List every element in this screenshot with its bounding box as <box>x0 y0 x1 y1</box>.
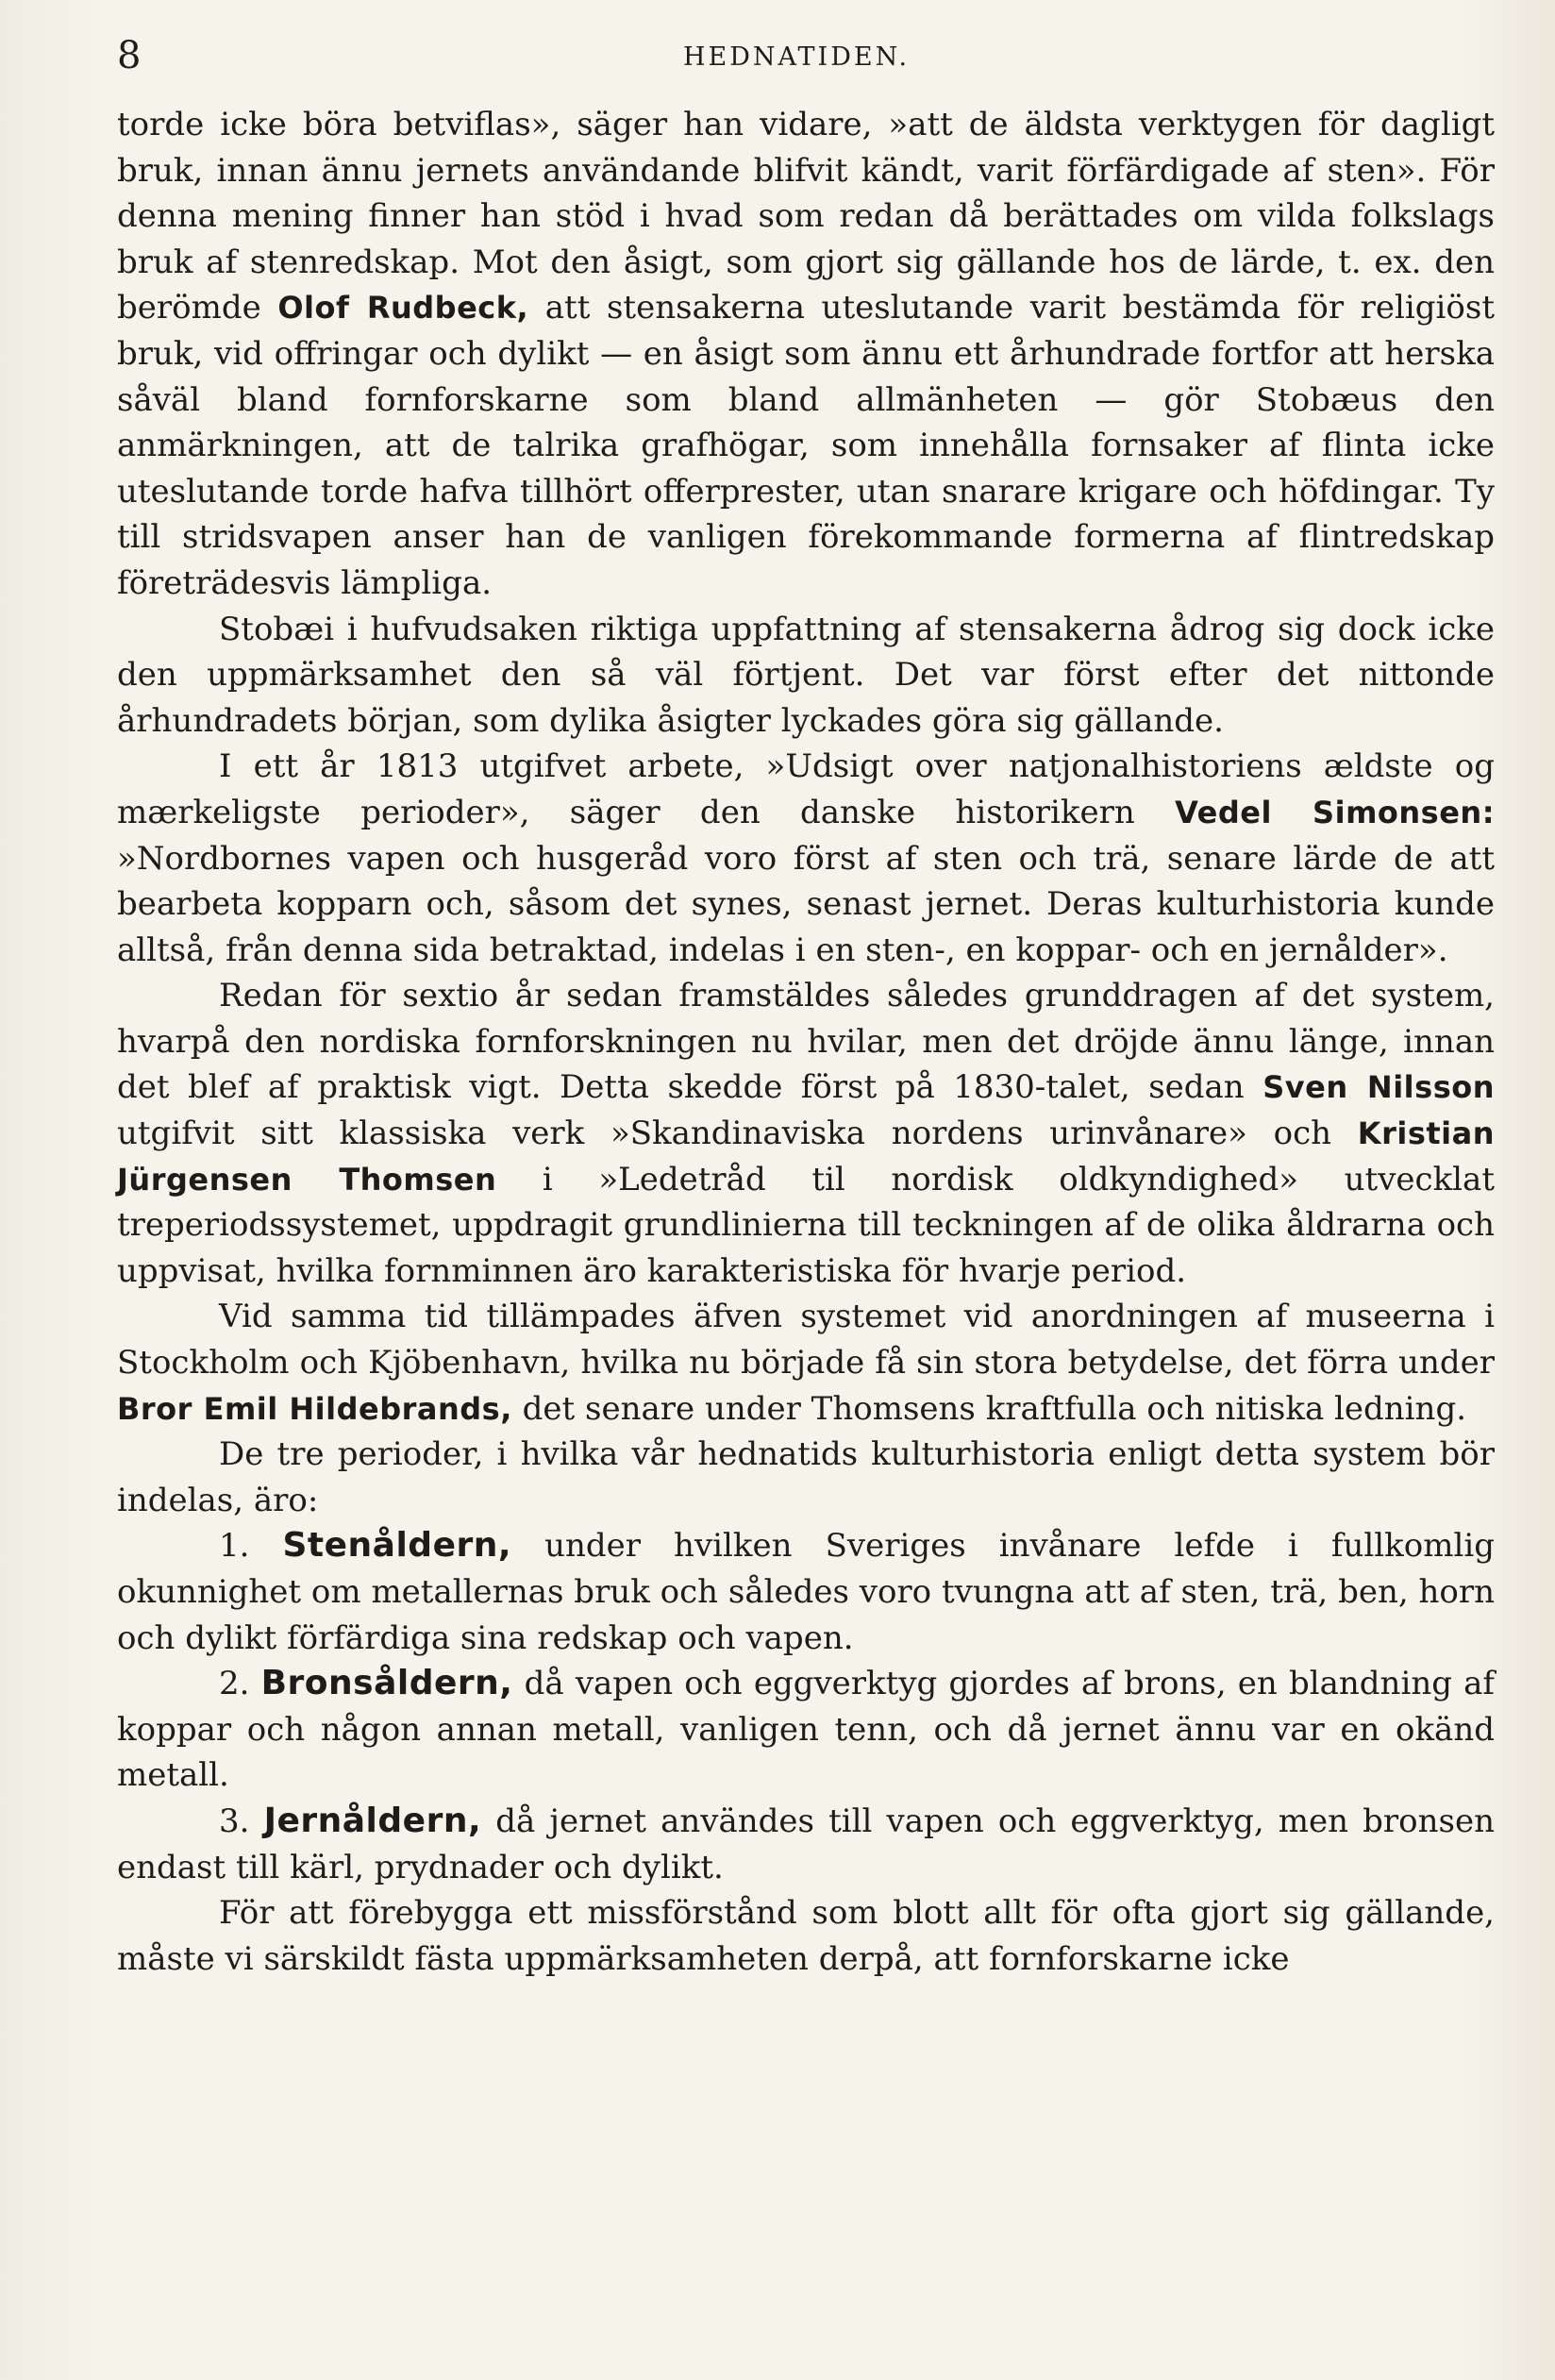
text-run: att stensakerna uteslutande varit bestämda för religiöst bruk, vid offringar och dylikt — en åsigt som ännu ett århundrade fortfor att herska såväl bland fornforskarne som bland allmänheten — gör Stobæus den anmärkningen, att de talrika grafhögar, som innehålla fornsaker af flinta icke uteslutande torde hafva tillhört offerprester, utan snarare krigare och höfdingar. Ty till stridsvapen anser han de vanligen förekommande formerna af flintredskap företrädesvis lämpliga. <box>117 289 1496 602</box>
period-name: Bronsåldern, <box>260 1664 513 1703</box>
running-title: HEDNATIDEN. <box>683 42 911 72</box>
page-header <box>117 32 1495 79</box>
body-text <box>117 102 1495 1982</box>
text-run: då jernet användes till vapen och eggverktyg, men bronsen endast till kärl, prydnader och dylikt. <box>117 1802 1496 1886</box>
text-run: Redan för sextio år sedan framstäldes således grunddragen af det system, hvarpå den nordiska fornforskningen nu hvilar, men det dröjde ännu länge, innan det blef af praktisk vigt. Detta skedde först på 1830-talet, sedan <box>117 977 1495 1107</box>
paragraph <box>117 1294 1495 1432</box>
paragraph <box>117 1799 1495 1890</box>
paragraph <box>117 607 1495 745</box>
paragraph <box>117 973 1495 1294</box>
text-run: då vapen och eggverktyg gjordes af brons, en blandning af koppar och någon annan metall, vanligen tenn, och då jernet ännu var en okänd metall. <box>117 1665 1495 1795</box>
person-name: Sven Nilsson <box>1262 1069 1496 1106</box>
text-run: För att förebygga ett missförstånd som blott allt för ofta gjort sig gällande, måste vi särskildt fästa uppmärksamheten derpå, att fornforskarne icke <box>117 1894 1495 1978</box>
text-run: De tre perioder, i hvilka vår hednatids kulturhistoria enligt detta system bör indelas, äro: <box>117 1435 1495 1519</box>
person-name: Bror Emil Hildebrands, <box>117 1390 512 1427</box>
text-run: under hvilken Sveriges invånare lefde i fullkomlig okunnighet om metallernas bruk och således voro tvungna att af sten, trä, ben, horn och dylikt förfärdiga sina redskap och vapen. <box>117 1527 1495 1657</box>
paragraph <box>117 1523 1495 1661</box>
text-run: »Nordbornes vapen och husgeråd voro först af sten och trä, senare lärde de att bearbeta kopparn och, såsom det synes, senast jernet. Deras kulturhistoria kunde alltså, från denna sida betraktad, indelas i en sten-, en koppar- och en jernålder». <box>117 839 1495 969</box>
paragraph <box>117 102 1495 607</box>
text-run: 2. <box>219 1665 261 1703</box>
text-run: 3. <box>219 1802 264 1840</box>
text-run: Vid samma tid tillämpades äfven systemet vid anordningen af museerna i Stockholm och Kjöbenhavn, hvilka nu började få sin stora betydelse, det förra under <box>117 1298 1495 1383</box>
text-run: utgifvit sitt klassiska verk »Skandinaviska nordens urinvånare» och <box>117 1115 1358 1153</box>
text-run: I ett år 1813 utgifvet arbete, »Udsigt over natjonalhistoriens ældste og mærkeligste perioder», säger den danske historikern <box>117 747 1495 831</box>
period-name: Stenåldern, <box>282 1526 512 1566</box>
person-name: Kristian Jürgensen Thomsen <box>117 1115 1495 1198</box>
person-name: Olof Rudbeck, <box>277 290 529 327</box>
paragraph <box>117 1661 1495 1799</box>
text-run: det senare under Thomsens kraftfulla och nitiska ledning. <box>511 1389 1467 1428</box>
text-run: Stobæi i hufvudsaken riktiga uppfattning af stensakerna ådrog sig dock icke den uppmärksamhet den så väl förtjent. Det var först efter det nittonde århundradets början, som dylika åsigter lyckades göra sig gällande. <box>117 610 1495 740</box>
paragraph <box>117 744 1495 973</box>
text-run: torde icke böra betviflas», säger han vidare, »att de äldsta verktygen för dagligt bruk, innan ännu jernets användande blifvit kändt, varit förfärdigade af sten». För denna mening finner han stöd i hvad som redan då berättades om vilda folkslags bruk af stenredskap. Mot den åsigt, som gjort sig gällande hos de lärde, t. ex. den berömde <box>117 106 1495 327</box>
period-name: Jernåldern, <box>263 1801 482 1840</box>
person-name: Vedel Simonsen: <box>1175 794 1495 830</box>
paragraph <box>117 1432 1495 1523</box>
page-number: 8 <box>117 34 142 77</box>
paragraph <box>117 1890 1495 1982</box>
text-run: i »Ledetråd til nordisk oldkyndighed» utvecklat treperiodssystemet, uppdragit grundlinierna till teckningen af de olika åldrarna och uppvisat, hvilka fornminnen äro karakteristiska för hvarje period. <box>117 1160 1495 1290</box>
text-run: 1. <box>219 1527 283 1566</box>
